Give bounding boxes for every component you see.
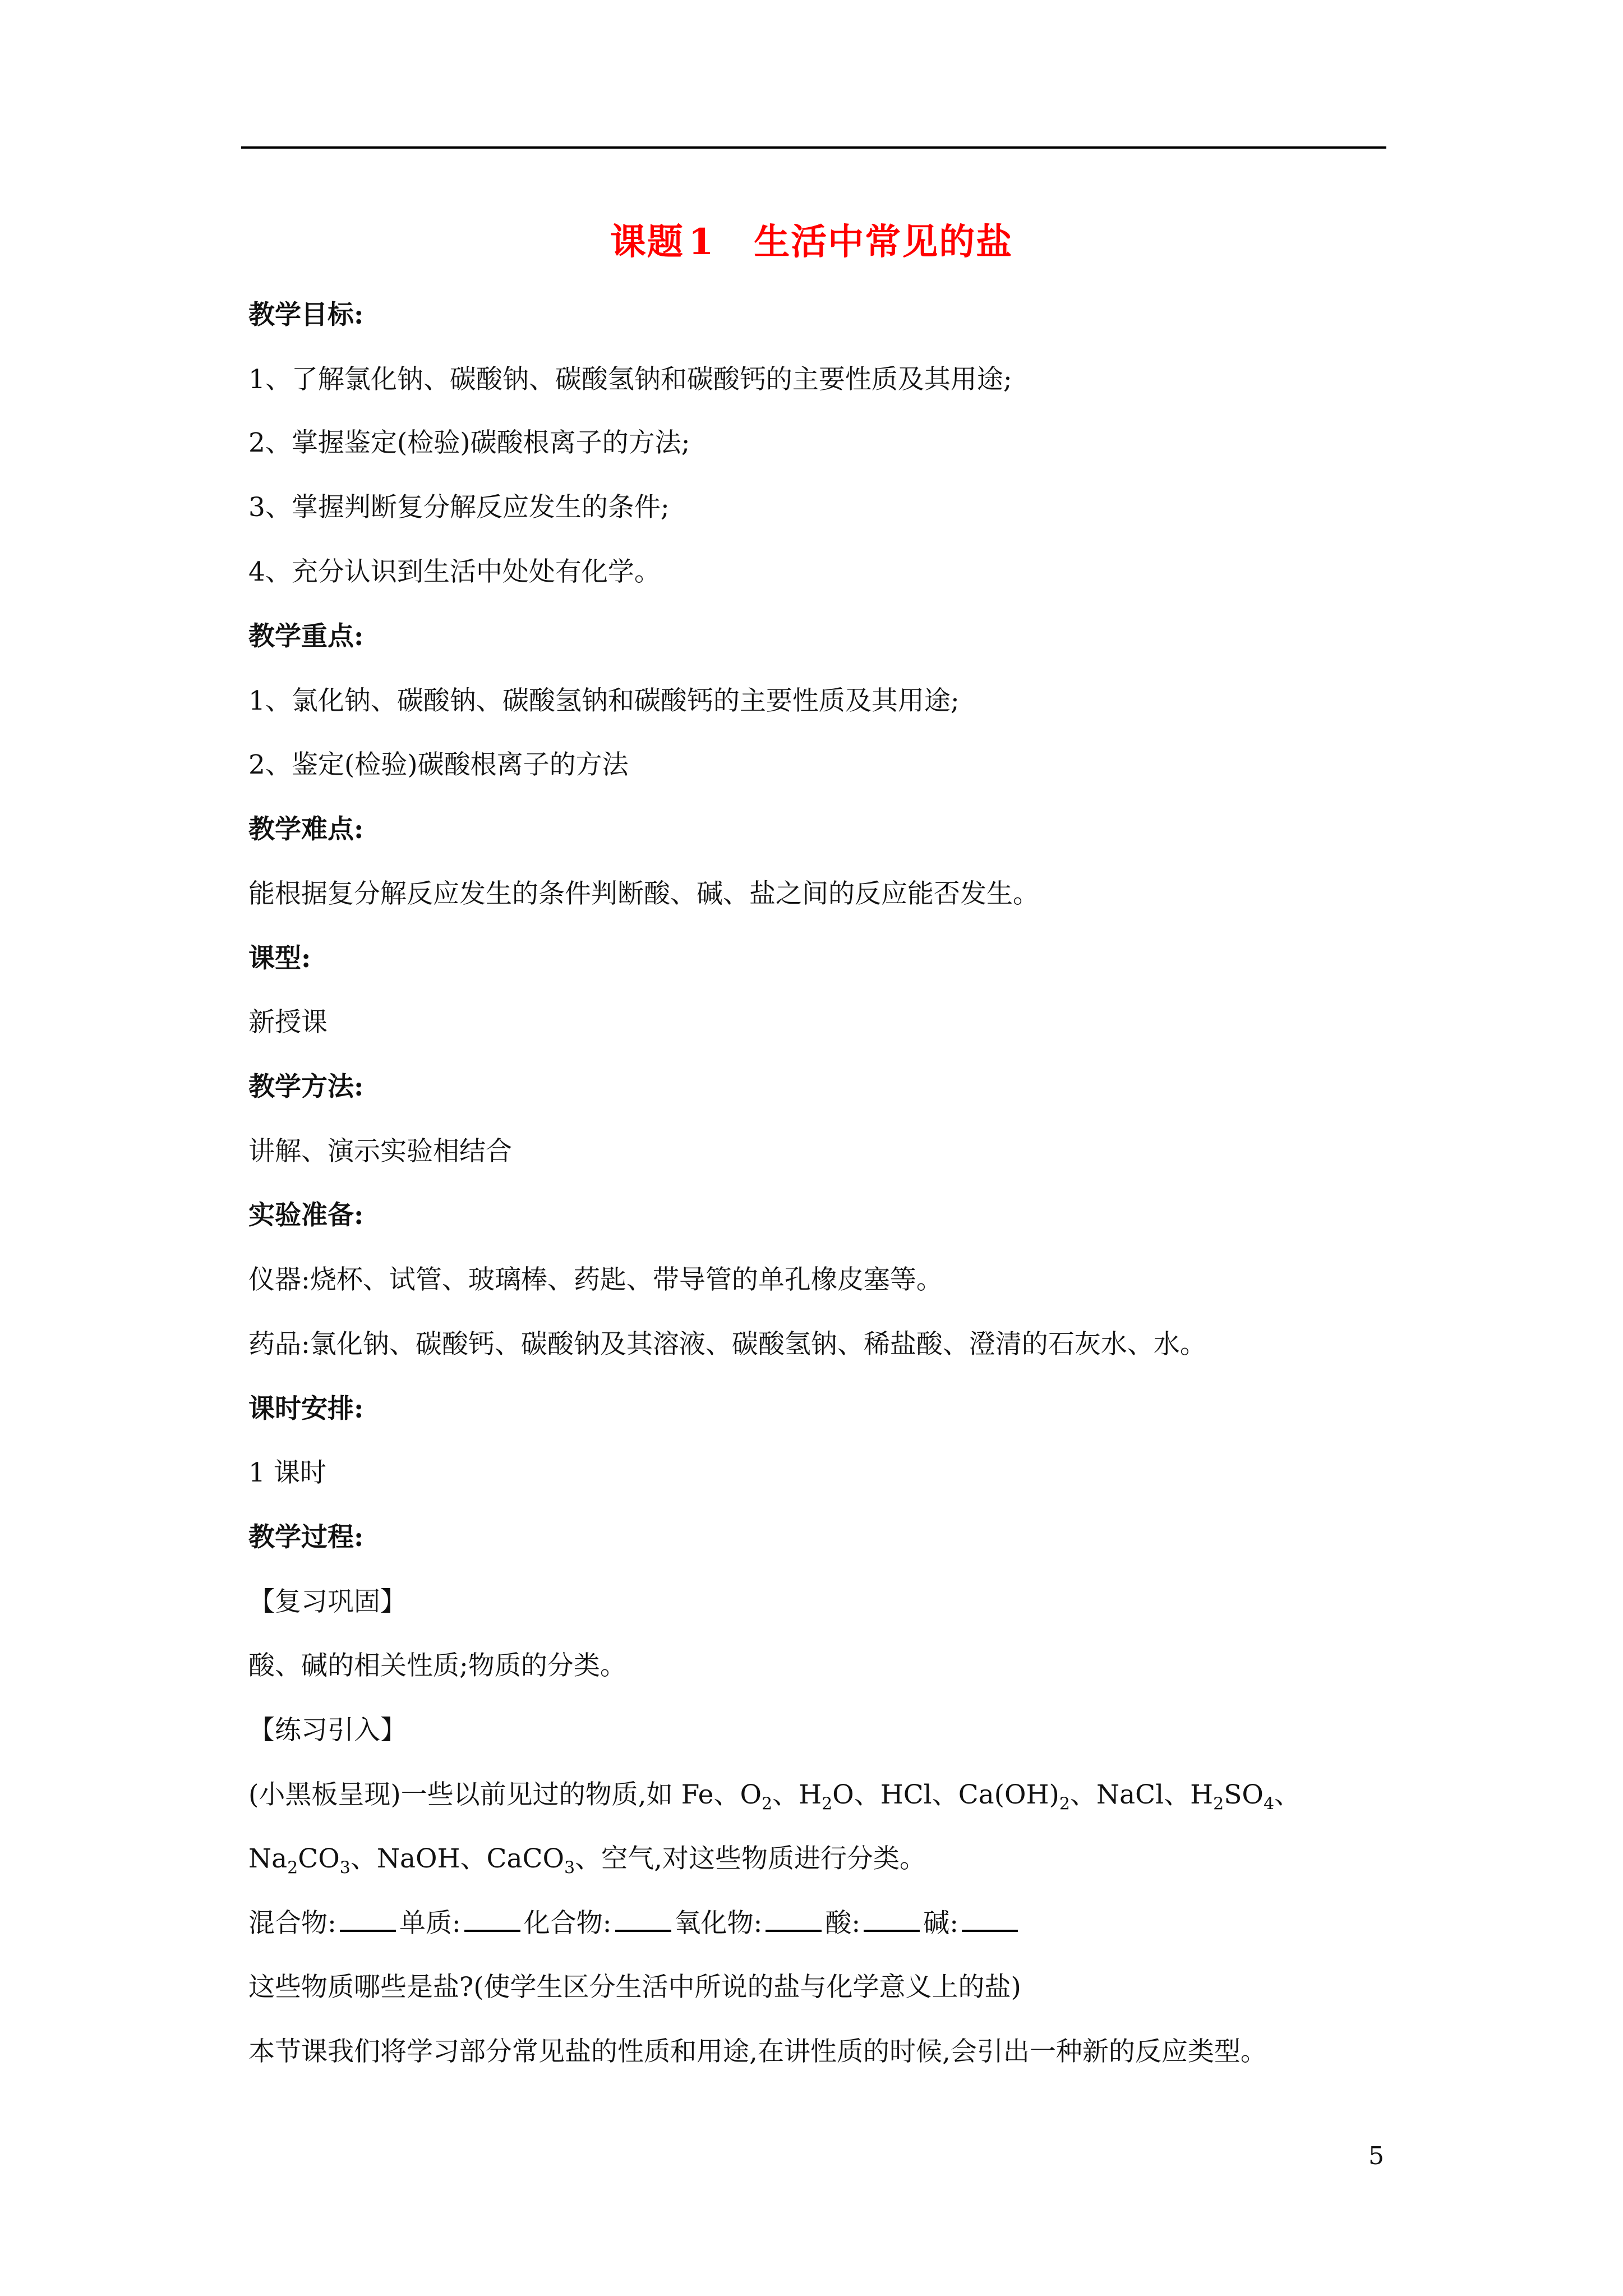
- title-main: 生活中常见的盐: [754, 221, 1013, 263]
- objective-item: 2、掌握鉴定(检验)碳酸根离子的方法;: [248, 427, 690, 458]
- category-label: 碱:: [923, 1908, 959, 1939]
- answer-blank: [615, 1907, 671, 1932]
- objective-item: 1、了解氯化钠、碳酸钠、碳酸氢钠和碳酸钙的主要性质及其用途;: [248, 364, 1012, 395]
- closing-text: 本节课我们将学习部分常见盐的性质和用途,在讲性质的时候,会引出一种新的反应类型。: [248, 2036, 1267, 2067]
- category-label: 混合物:: [248, 1908, 336, 1939]
- substance-formula: HCl: [880, 1779, 932, 1810]
- substance-list-2: $Na_2CO_3$、NaOH、CaCO$_3$、空气: [248, 1843, 654, 1878]
- preparation-heading: 实验准备:: [248, 1200, 364, 1231]
- intro-suffix: ,对这些物质进行分类。: [654, 1843, 926, 1874]
- review-title: 【复习巩固】: [248, 1586, 407, 1617]
- category-label: 酸:: [825, 1908, 861, 1939]
- title-prefix: 课题: [610, 221, 684, 263]
- intro-title: 【练习引入】: [248, 1715, 407, 1746]
- reagents-text: 药品:氯化钠、碳酸钙、碳酸钠及其溶液、碳酸氢钠、稀盐酸、澄清的石灰水、水。: [248, 1329, 1206, 1360]
- substance-formula: $Ca(OH)_2$: [958, 1779, 1070, 1814]
- answer-blank: [962, 1907, 1018, 1932]
- methods-heading: 教学方法:: [248, 1071, 364, 1102]
- lesson-type-text: 新授课: [248, 1007, 328, 1038]
- process-heading: 教学过程:: [248, 1522, 364, 1553]
- intro-prefix: (小黑板呈现)一些以前见过的物质,如: [248, 1779, 673, 1810]
- substance-formula: $H_2SO_4$: [1190, 1779, 1275, 1814]
- substance-formula: $O_2$: [740, 1779, 773, 1814]
- objective-item: 3、掌握判断复分解反应发生的条件;: [248, 492, 670, 523]
- substance-formula: Fe: [681, 1779, 714, 1810]
- difficulties-heading: 教学难点:: [248, 814, 364, 845]
- substance-formula: CaCO$_3$: [486, 1843, 575, 1878]
- intro-line-2: [248, 1842, 926, 1876]
- classification-line: [248, 1907, 1021, 1940]
- substance-formula: NaOH: [376, 1843, 460, 1874]
- substance-formula: $H_2O$: [799, 1779, 854, 1814]
- answer-blank: [864, 1907, 920, 1932]
- schedule-text: 1 课时: [248, 1457, 326, 1488]
- page-title: [0, 213, 1623, 265]
- page-number: 5: [1368, 2142, 1384, 2170]
- answer-blank: [340, 1907, 396, 1932]
- answer-blank: [464, 1907, 520, 1932]
- review-text: 酸、碱的相关性质;物质的分类。: [248, 1650, 626, 1681]
- header-rule: [241, 146, 1386, 149]
- key-points-heading: 教学重点:: [248, 621, 364, 652]
- substance-list-1: Fe、$O_2$、$H_2O$、HCl、$Ca(OH)_2$、NaCl、$H_2SO_4$、: [681, 1779, 1301, 1814]
- objective-item: 4、充分认识到生活中处处有化学。: [248, 556, 661, 587]
- question-text: 这些物质哪些是盐?(使学生区分生活中所说的盐与化学意义上的盐): [248, 1972, 1021, 2003]
- intro-line-1: [248, 1778, 1301, 1812]
- category-label: 单质:: [399, 1908, 461, 1939]
- objectives-heading: 教学目标:: [248, 300, 364, 330]
- methods-text: 讲解、演示实验相结合: [248, 1136, 512, 1167]
- substance-formula: 空气: [601, 1843, 654, 1874]
- category-label: 氧化物:: [674, 1908, 763, 1939]
- key-point-item: 2、鉴定(检验)碳酸根离子的方法: [248, 749, 629, 780]
- lesson-type-heading: 课型:: [248, 943, 311, 974]
- title-number: 1: [688, 221, 715, 263]
- substance-formula: $Na_2CO_3$: [248, 1843, 351, 1878]
- difficulties-text: 能根据复分解反应发生的条件判断酸、碱、盐之间的反应能否发生。: [248, 878, 1039, 909]
- answer-blank: [766, 1907, 822, 1932]
- schedule-heading: 课时安排:: [248, 1393, 364, 1424]
- category-label: 化合物:: [523, 1908, 612, 1939]
- instruments-text: 仪器:烧杯、试管、玻璃棒、药匙、带导管的单孔橡皮塞等。: [248, 1264, 943, 1295]
- substance-formula: NaCl: [1096, 1779, 1164, 1810]
- key-point-item: 1、氯化钠、碳酸钠、碳酸氢钠和碳酸钙的主要性质及其用途;: [248, 685, 960, 716]
